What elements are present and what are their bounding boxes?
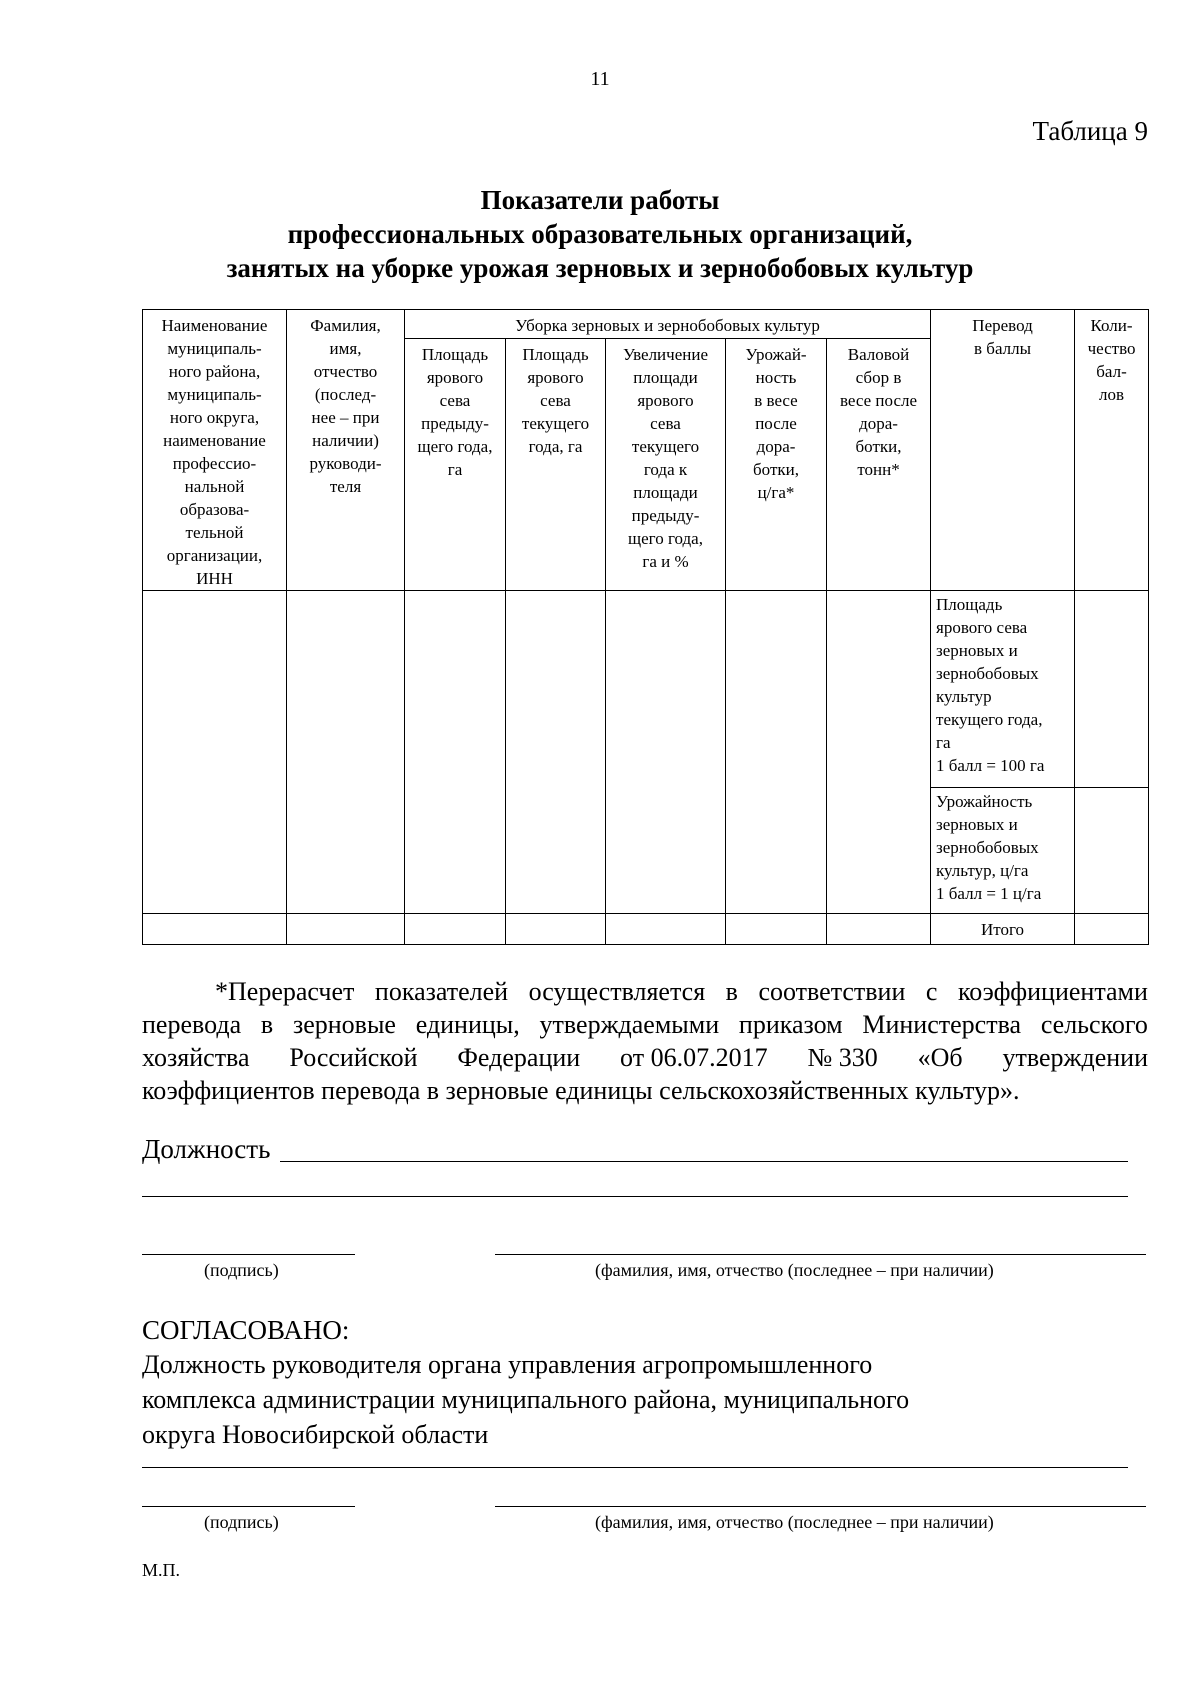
header-points-count — [1075, 310, 1149, 591]
cell-text-line: ботки, — [753, 460, 799, 480]
cell-text-line: Валовой — [847, 345, 910, 365]
header-harvest-group: Уборка зерновых и зернобобовых культур — [405, 310, 931, 339]
header-points — [931, 310, 1075, 591]
footnote-word: «Об — [917, 1043, 963, 1072]
cell-text-line: сева — [540, 391, 571, 411]
cell-yield-points — [1075, 788, 1149, 914]
cell-text-line: площади — [633, 368, 698, 388]
cell-text-line: организации, — [166, 546, 263, 565]
header-gross-harvest — [827, 339, 931, 591]
footnote-word: приказом — [738, 1010, 843, 1039]
cell-prev-area — [405, 591, 506, 914]
footnote-word: *Перерасчет — [215, 977, 355, 1006]
cell-text-line: наличии) — [312, 431, 379, 450]
cell-text-line: зерновых и — [936, 815, 1018, 834]
footnote-word: коэффициентами — [957, 977, 1148, 1006]
cell-text-line: лов — [1099, 385, 1125, 404]
cell-text-line: весе после — [839, 391, 918, 411]
header-prev-area — [405, 339, 506, 591]
cell-text-line: ИНН — [196, 569, 233, 588]
cell-text-line: Урожайность — [936, 792, 1033, 811]
footnote-word: № 330 — [807, 1043, 878, 1072]
approval-signature-caption: (подпись) — [204, 1512, 279, 1532]
approval-heading: СОГЛАСОВАНО: — [142, 1315, 350, 1345]
footnote-word: хозяйства — [142, 1043, 250, 1072]
table-label: Таблица 9 — [1032, 116, 1148, 146]
title-line-1: Показатели работы — [480, 185, 720, 215]
cell-text-line: года к — [643, 460, 688, 480]
approval-text — [142, 1347, 909, 1452]
approval-line-1: Должность руководителя органа управления агропромышленного — [142, 1350, 873, 1379]
cell-text-line: Перевод — [972, 316, 1033, 335]
total-cell — [405, 914, 506, 945]
cell-text-line: сева — [439, 391, 471, 411]
cell-text-line: бал- — [1096, 362, 1127, 381]
cell-text-line: ярового — [527, 368, 584, 388]
cell-gross-harvest — [827, 591, 931, 914]
footnote-word: сельского — [1040, 1010, 1148, 1039]
approval-name-caption: (фамилия, имя, отчество (последнее – при наличии) — [595, 1512, 994, 1532]
cell-text-line: руководи- — [309, 454, 382, 473]
cell-text-line: культур, ц/га — [936, 861, 1029, 880]
cell-text-line: нальной — [184, 477, 245, 496]
header-org-name — [143, 310, 287, 591]
signature-line[interactable] — [142, 1254, 355, 1255]
cell-text-line: в весе — [754, 391, 798, 411]
signature-caption: (подпись) — [204, 1260, 279, 1280]
cell-text-line: Наименование — [161, 316, 268, 335]
header-head-name — [287, 310, 405, 591]
cell-text-line: ного округа, — [169, 408, 260, 427]
cell-text-line: в баллы — [974, 339, 1032, 358]
cell-text-line: 1 балл = 1 ц/га — [936, 884, 1042, 903]
total-points — [1075, 914, 1149, 945]
total-cell — [606, 914, 726, 945]
cell-text-line: тельной — [185, 523, 244, 542]
cell-text-line: теля — [329, 477, 362, 496]
cell-text-line: га — [936, 733, 951, 752]
cell-text-line: года, га — [528, 437, 583, 457]
cell-text-line: муниципаль- — [167, 339, 262, 358]
cell-text-line: ботки, — [855, 437, 902, 457]
total-cell — [726, 914, 827, 945]
cell-text-line: зернобобовых — [936, 838, 1039, 857]
approval-line-3: округа Новосибирской области — [142, 1420, 489, 1449]
footnote-line-1 — [142, 975, 1148, 1008]
cell-text-line: дора- — [859, 414, 898, 434]
cell-text-line: Площадь — [522, 345, 589, 365]
cell-text-line: Урожай- — [745, 345, 807, 365]
criterion-yield — [931, 788, 1075, 914]
cell-text-line: сбор в — [855, 368, 902, 388]
footnote-word: Российской — [289, 1043, 418, 1072]
cell-text-line: Коли- — [1090, 316, 1133, 335]
header-yield — [726, 339, 827, 591]
cell-text-line: Площадь — [421, 345, 489, 365]
criterion-area — [931, 591, 1075, 788]
cell-text-line: тонн* — [857, 460, 900, 480]
document-title — [0, 183, 1200, 285]
approval-name-line[interactable] — [495, 1506, 1146, 1507]
footnote-line-3 — [142, 1041, 1148, 1074]
cell-text-line: текущего — [631, 437, 700, 457]
cell-text-line: предыду- — [421, 414, 489, 434]
cell-text-line: сева — [650, 414, 681, 434]
position-line[interactable] — [280, 1161, 1128, 1162]
cell-text-line: 1 балл = 100 га — [936, 756, 1045, 775]
cell-text-line: текущего — [521, 414, 590, 434]
footnote-word: зерновые — [292, 1010, 396, 1039]
cell-text-line: наименование — [163, 431, 266, 450]
name-line[interactable] — [495, 1254, 1146, 1255]
cell-yield — [726, 591, 827, 914]
cell-text-line: нее – при — [311, 408, 380, 427]
cell-text-line: образова- — [179, 500, 250, 519]
cell-text-line: ц/га* — [757, 483, 795, 503]
cell-text-line: Площадь — [936, 595, 1003, 614]
header-curr-area — [506, 339, 606, 591]
total-cell — [287, 914, 405, 945]
cell-area-points — [1075, 591, 1149, 788]
cell-text-line: отчество — [313, 362, 378, 381]
indicators-table — [142, 309, 1149, 945]
total-cell — [506, 914, 606, 945]
cell-text-line: чество — [1087, 339, 1136, 358]
footnote-word: Министерства — [862, 1010, 1022, 1039]
footnote-word: осуществляется — [528, 977, 706, 1006]
cell-text-line: дора- — [756, 437, 796, 457]
cell-text-line: текущего года, — [936, 710, 1043, 729]
cell-text-line: щего года, — [417, 437, 493, 457]
approval-signature-line[interactable] — [142, 1506, 355, 1507]
approval-line-2: комплекса администрации муниципального района, муниципального — [142, 1385, 910, 1414]
cell-text-line: Фамилия, — [310, 316, 381, 335]
footnote-word: в — [725, 977, 738, 1006]
cell-text-line: предыду- — [631, 506, 700, 526]
position-label: Должность — [142, 1134, 271, 1164]
stamp-label: М.П. — [142, 1560, 181, 1580]
cell-text-line: зернобобовых — [936, 664, 1039, 683]
total-label: Итого — [931, 914, 1075, 945]
cell-text-line: площади — [633, 483, 698, 503]
footnote-word: утверждаемыми — [539, 1010, 720, 1039]
footnote — [142, 975, 1148, 1107]
page-number: 11 — [590, 68, 610, 90]
cell-org-name — [143, 591, 287, 914]
cell-text-line: после — [755, 414, 797, 434]
footnote-word: соответствии — [758, 977, 906, 1006]
title-line-2: профессиональных образовательных организаций, — [287, 219, 913, 249]
footnote-line-4: коэффициентов перевода в зерновые единицы сельскохозяйственных культур». — [142, 1076, 1020, 1105]
total-cell — [143, 914, 287, 945]
cell-area-increase — [606, 591, 726, 914]
header-area-increase — [606, 339, 726, 591]
cell-text-line: ного района, — [168, 362, 261, 381]
footnote-word: с — [925, 977, 938, 1006]
cell-text-line: ярового — [426, 368, 484, 388]
total-row — [143, 914, 1149, 945]
cell-head-name — [287, 591, 405, 914]
footnote-word: показателей — [374, 977, 509, 1006]
header-row-1 — [143, 310, 1149, 339]
cell-text-line: ярового сева — [936, 618, 1028, 637]
title-line-3: занятых на уборке урожая зерновых и зернобобовых культур — [226, 253, 974, 283]
position-line-2[interactable] — [142, 1196, 1128, 1197]
cell-text-line: щего года, — [628, 529, 703, 549]
name-caption: (фамилия, имя, отчество (последнее – при наличии) — [595, 1260, 994, 1280]
footnote-word: перевода — [142, 1010, 242, 1039]
cell-text-line: культур — [936, 687, 992, 706]
cell-text-line: Увеличение — [622, 345, 708, 365]
cell-text-line: муниципаль- — [167, 385, 262, 404]
cell-text-line: зерновых и — [936, 641, 1018, 660]
cell-text-line: имя, — [329, 339, 362, 358]
cell-text-line: (послед- — [314, 385, 377, 404]
approval-position-line[interactable] — [142, 1467, 1128, 1468]
cell-text-line: профессио- — [172, 454, 257, 473]
footnote-word: утверждении — [1002, 1043, 1148, 1072]
table-row — [143, 591, 1149, 788]
footnote-line-2 — [142, 1008, 1148, 1041]
cell-text-line: га — [447, 460, 463, 480]
total-cell — [827, 914, 931, 945]
footnote-word: единицы, — [415, 1010, 520, 1039]
footnote-word: в — [260, 1010, 274, 1039]
cell-text-line: ность — [755, 368, 797, 388]
cell-text-line: ярового — [637, 391, 694, 411]
footnote-word: Федерации — [457, 1043, 581, 1072]
cell-text-line: га и % — [642, 552, 689, 572]
footnote-word: от 06.07.2017 — [620, 1043, 768, 1072]
cell-curr-area — [506, 591, 606, 914]
